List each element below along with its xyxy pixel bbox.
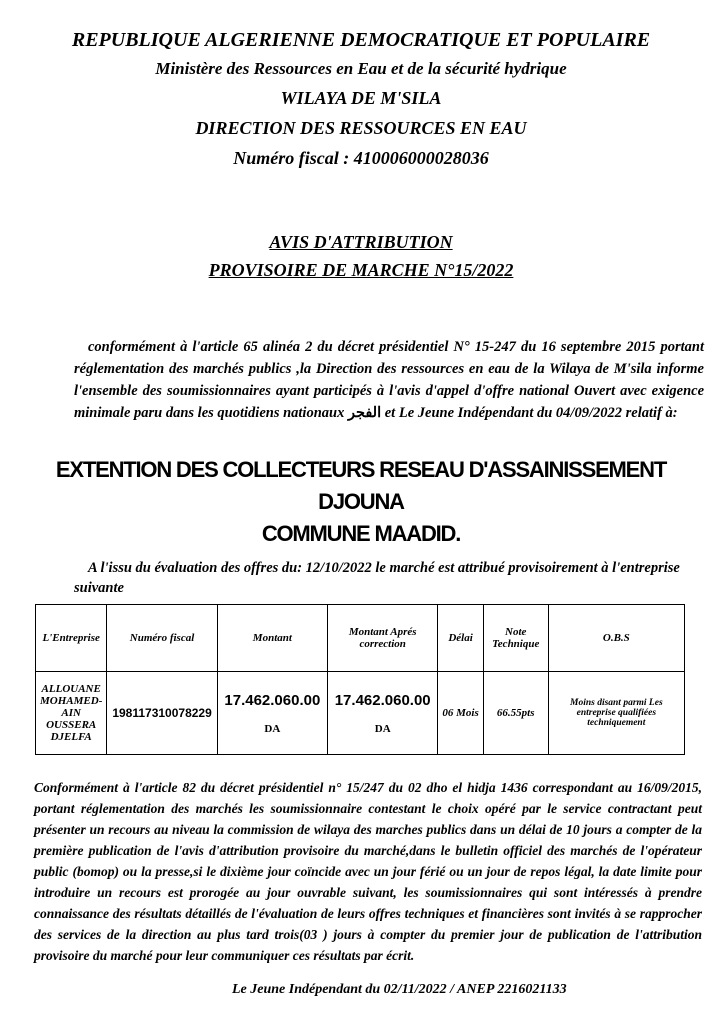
project-line1: EXTENTION DES COLLECTEURS RESEAU D'ASSAINISSEMENT DJOUNA [55, 457, 667, 514]
header-republic: REPUBLIQUE ALGERIENNE DEMOCRATIQUE ET POPULAIRE [71, 29, 651, 51]
intro-arabic: الفجر [347, 405, 382, 421]
montant-value: 17.462.060.00 [224, 691, 321, 709]
publication-footer: Le Jeune Indépendant du 02/11/2022 / ANEP 2216021133 [232, 982, 567, 997]
project-line2: COMMUNE MAADID. [261, 521, 461, 546]
notice-subtitle: PROVISOIRE DE MARCHE N°15/2022 [208, 260, 514, 280]
cell-montant [217, 672, 327, 755]
cell-obs: Moins disant parmi Les entreprise qualifiées techniquement [548, 672, 684, 755]
header-fiscal: Numéro fiscal : 410006000028036 [233, 148, 489, 168]
montant-corr-unit: DA [374, 722, 391, 735]
award-table [35, 604, 685, 755]
cell-fiscal: 198117310078229 [107, 672, 217, 755]
table-row [36, 672, 685, 755]
col-montant-corr: Montant Aprés correction [328, 605, 438, 672]
evaluation-text: A l'issu du évaluation des offres du: 12/10/2022 le marché est attribué provisoirement à l'entreprise suivante [74, 560, 680, 596]
intro-after: et Le Jeune Indépendant du 04/09/2022 relatif à: [384, 405, 678, 421]
cell-delai: 06 Mois [438, 672, 483, 755]
intro-before: conformément à l'article 65 alinéa 2 du décret présidentiel N° 15-247 du 16 septembre 2015 portant réglementation des marchés publics ,la Direction des ressources en eau de la Wilaya de M'sila informe l'ensemble des soumissionnaires ayant participés à l'avis d'appel d'offre national Ouvert avec exigence minimale paru dans les quotidiens nationaux [74, 339, 704, 421]
col-fiscal: Numéro fiscal [107, 605, 217, 672]
col-obs: O.B.S [548, 605, 684, 672]
closing-paragraph: Conformément à l'article 82 du décret présidentiel n° 15/247 du 02 dho el hidja 1436 correspondant au 16/09/2015, portant réglementation des marchés les soumissionnaire contestant le choix opéré par le service contractant peut présenter un recours au niveau la commission de wilaya des marches publics dans un délai de 10 jours a compter de la première publication de l'avis d'attribution provisoire du marché,dans le bulletin officiel des marchés de l'opérateur public (bomop) ou la presse,si le dixième jour coïncide avec un jour férié ou un jour de repos légal, la date limite pour introduire un recours est prorogée au jour ouvrable suivant, les soumissionnaires qui sont intéressés à prendre connaissance des résultats détaillés de l'évaluation de leurs offres techniques et financières sont invités à se rapprocher des services de la direction au plus tard trois(03 ) jours à compter du premier jour de publication de l'attribution provisoire du marché pour leur communiquer ces résultats par écrit. [34, 780, 702, 963]
montant-corr-value: 17.462.060.00 [334, 691, 431, 709]
col-note: Note Technique [483, 605, 548, 672]
header-wilaya: WILAYA DE M'SILA [280, 88, 442, 108]
notice-title: AVIS D'ATTRIBUTION [269, 232, 453, 252]
cell-entreprise: ALLOUANE MOHAMED- AIN OUSSERA DJELFA [36, 672, 107, 755]
cell-montant-corr [328, 672, 438, 755]
col-delai: Délai [438, 605, 483, 672]
project-title [20, 454, 702, 550]
cell-note: 66.55pts [483, 672, 548, 755]
table-header-row [36, 605, 685, 672]
col-entreprise: L'Entreprise [36, 605, 107, 672]
intro-paragraph [74, 336, 704, 424]
header-ministry: Ministère des Ressources en Eau et de la sécurité hydrique [155, 59, 567, 78]
montant-unit: DA [264, 722, 281, 735]
col-montant: Montant [217, 605, 327, 672]
header-direction: DIRECTION DES RESSOURCES EN EAU [195, 118, 527, 138]
